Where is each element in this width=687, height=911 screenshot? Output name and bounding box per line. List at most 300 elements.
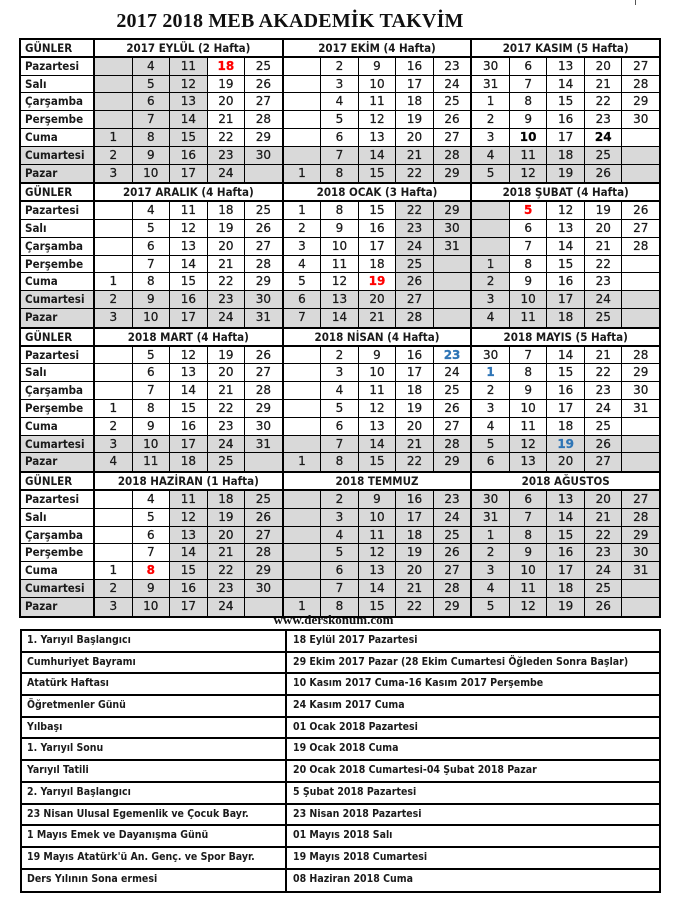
date-cell: 29: [633, 94, 649, 109]
date-cell: 4: [321, 527, 359, 544]
month-week-group: [284, 147, 473, 164]
date-cell: 11: [170, 491, 208, 508]
date-cell: 16: [170, 291, 208, 308]
weekday-label: Salı: [21, 76, 95, 93]
month-week-group: [284, 382, 473, 399]
date-cell: 9: [133, 580, 171, 597]
event-name: 1 Mayıs Emek ve Dayanışma Günü: [22, 826, 287, 846]
calendar-day-row: [21, 220, 659, 238]
date-cell: 10: [133, 598, 171, 616]
date-cell: 2: [472, 273, 510, 290]
month-week-group: [284, 309, 473, 327]
event-row: [22, 805, 659, 827]
month-week-group: [95, 111, 284, 128]
weekday-label: Perşembe: [21, 400, 95, 417]
date-cell: [622, 436, 659, 453]
calendar-day-row: [21, 111, 659, 129]
month-week-group: [472, 527, 659, 544]
date-cell: 3: [95, 309, 133, 327]
date-cell: 15: [170, 273, 208, 290]
date-cell: 9: [133, 291, 171, 308]
date-cell: 11: [133, 453, 171, 471]
month-title: 2018 NİSAN (4 Hafta): [284, 329, 473, 345]
date-cell: 24: [208, 309, 246, 327]
weekday-label: Cumartesi: [21, 147, 95, 164]
date-cell: 10: [510, 562, 548, 579]
weekday-label: Pazar: [21, 309, 95, 327]
date-cell: 7: [133, 111, 171, 128]
calendar-header-row: [21, 329, 659, 347]
date-cell: 21: [208, 382, 246, 399]
weekday-label: Salı: [21, 509, 95, 526]
date-cell: 15: [170, 562, 208, 579]
date-cell: 2: [284, 220, 322, 237]
date-cell: [622, 147, 659, 164]
weekday-label: Perşembe: [21, 544, 95, 561]
event-date: 08 Haziran 2018 Cuma: [293, 872, 413, 885]
date-cell: [284, 491, 322, 508]
date-cell: [622, 291, 659, 308]
month-week-group: [284, 453, 473, 471]
website-label: [0, 612, 687, 628]
date-cell: 3: [95, 598, 133, 616]
date-cell: 15: [359, 202, 397, 219]
date-cell: 16: [359, 220, 397, 237]
date-cell: 10: [359, 364, 397, 381]
month-week-group: [472, 418, 659, 435]
date-cell: 16: [396, 347, 434, 364]
date-cell: 11: [321, 256, 359, 273]
date-cell: 5: [321, 400, 359, 417]
date-cell: 31: [633, 400, 649, 415]
date-cell: 21: [208, 111, 246, 128]
month-week-group: [284, 111, 473, 128]
calendar-day-row: [21, 147, 659, 165]
date-cell: 10: [510, 129, 548, 146]
date-cell: 1: [284, 202, 322, 219]
month-week-group: [95, 129, 284, 146]
date-cell: 20: [208, 527, 246, 544]
date-cell: 1: [95, 562, 133, 579]
month-week-group: [472, 562, 659, 579]
month-week-group: [95, 364, 284, 381]
date-cell: 4: [321, 382, 359, 399]
weekday-label: Çarşamba: [21, 238, 95, 255]
date-cell: 9: [510, 273, 548, 290]
date-cell: 2: [472, 382, 510, 399]
month-week-group: [472, 220, 659, 237]
calendar-day-row: [21, 347, 659, 365]
weekday-label: Pazartesi: [21, 347, 95, 364]
date-cell: 24: [585, 562, 623, 579]
date-cell: 19: [547, 436, 585, 453]
date-cell: 15: [359, 453, 397, 471]
date-cell: 5: [510, 202, 548, 219]
date-cell: 17: [170, 309, 208, 327]
calendar-day-row: [21, 382, 659, 400]
month-week-group: [95, 93, 284, 110]
date-cell: 11: [170, 58, 208, 75]
date-cell: 22: [585, 256, 623, 273]
date-cell: 16: [170, 147, 208, 164]
date-cell: 18: [170, 453, 208, 471]
date-cell: 19: [359, 273, 397, 290]
date-cell: 31: [472, 509, 510, 526]
date-cell: 24: [208, 598, 246, 616]
date-cell: 8: [510, 364, 548, 381]
month-week-group: [95, 165, 284, 183]
event-row: [22, 826, 659, 848]
date-cell: 1: [472, 364, 510, 381]
event-date: 20 Ocak 2018 Cumartesi-04 Şubat 2018 Pazar: [293, 764, 537, 777]
date-cell: 6: [133, 93, 171, 110]
event-name: 23 Nisan Ulusal Egemenlik ve Çocuk Bayr.: [22, 805, 287, 825]
date-cell: 12: [510, 598, 548, 616]
date-cell: 27: [444, 418, 460, 433]
month-week-group: [472, 147, 659, 164]
date-cell: 24: [444, 365, 460, 380]
date-cell: 25: [585, 309, 623, 327]
date-cell: 20: [585, 491, 623, 508]
weekday-label: Pazartesi: [21, 202, 95, 219]
date-cell: 12: [359, 400, 397, 417]
date-cell: 18: [547, 418, 585, 435]
date-cell: 25: [585, 418, 623, 435]
date-cell: 15: [547, 256, 585, 273]
date-cell: 6: [133, 364, 171, 381]
calendar-day-row: [21, 256, 659, 274]
calendar-block: [21, 473, 659, 615]
date-cell: 25: [434, 527, 471, 544]
date-cell: 8: [510, 93, 548, 110]
website-text: www.derskonum.com: [273, 612, 394, 627]
date-cell: 31: [245, 436, 282, 453]
date-cell: 23: [585, 111, 623, 128]
month-week-group: [472, 309, 659, 327]
date-cell: [284, 562, 322, 579]
date-cell: 18: [396, 527, 434, 544]
month-week-group: [95, 436, 284, 453]
calendar-day-row: [21, 580, 659, 598]
date-cell: 21: [585, 76, 623, 93]
date-cell: [622, 418, 659, 435]
month-week-group: [284, 129, 473, 146]
month-title: 2018 MAYIS (5 Hafta): [503, 329, 628, 344]
date-cell: [622, 165, 659, 183]
date-cell: 24: [585, 129, 623, 146]
date-cell: 27: [255, 365, 272, 380]
date-cell: 5: [472, 165, 510, 183]
date-cell: 28: [255, 256, 272, 271]
date-cell: [622, 453, 659, 471]
calendar-day-row: [21, 436, 659, 454]
date-cell: 21: [396, 436, 434, 453]
date-cell: 18: [208, 202, 246, 219]
date-cell: 13: [170, 527, 208, 544]
date-cell: 2: [321, 58, 359, 75]
event-row: [22, 718, 659, 740]
date-cell: 29: [622, 527, 659, 544]
date-cell: 22: [396, 165, 434, 183]
date-cell: 21: [585, 238, 623, 255]
date-cell: 11: [359, 93, 397, 110]
date-cell: 22: [585, 93, 623, 110]
date-cell: 20: [208, 238, 246, 255]
date-cell: 8: [133, 400, 171, 417]
date-cell: 2: [472, 111, 510, 128]
date-cell: 7: [510, 509, 548, 526]
month-week-group: [95, 400, 284, 417]
date-cell: 3: [321, 76, 359, 93]
month-week-group: [284, 238, 473, 255]
date-cell: 18: [359, 256, 397, 273]
date-cell: 2: [95, 147, 133, 164]
date-cell: [95, 220, 133, 237]
month-week-group: [284, 418, 473, 435]
date-cell: [95, 509, 133, 526]
month-week-group: [95, 527, 284, 544]
date-cell: 29: [434, 165, 471, 183]
date-cell: 14: [359, 580, 397, 597]
date-cell: [284, 93, 322, 110]
calendar-day-row: [21, 165, 659, 183]
date-cell: 26: [633, 203, 649, 218]
date-cell: [284, 76, 322, 93]
date-cell: 23: [208, 580, 246, 597]
date-cell: 14: [547, 509, 585, 526]
date-cell: 9: [510, 111, 548, 128]
calendar-day-row: [21, 93, 659, 111]
month-week-group: [284, 58, 473, 75]
month-week-group: [472, 129, 659, 146]
date-cell: 24: [208, 165, 246, 183]
date-cell: 15: [170, 400, 208, 417]
month-title: 2018 MART (4 Hafta): [95, 329, 284, 345]
weekday-label: Cumartesi: [21, 436, 95, 453]
weekday-label: Çarşamba: [21, 382, 95, 399]
date-cell: 12: [170, 347, 208, 364]
date-cell: 20: [396, 562, 434, 579]
weekday-label: Pazar: [21, 598, 95, 616]
date-cell: 28: [396, 309, 434, 327]
month-week-group: [284, 93, 473, 110]
date-cell: 27: [434, 562, 471, 579]
date-cell: [622, 256, 659, 273]
date-cell: 22: [208, 273, 246, 290]
date-cell: 3: [284, 238, 322, 255]
date-cell: 15: [547, 364, 585, 381]
month-week-group: [472, 273, 659, 290]
date-cell: 6: [133, 238, 171, 255]
month-week-group: [472, 364, 659, 381]
event-name: Atatürk Haftası: [22, 674, 287, 694]
date-cell: 27: [396, 291, 434, 308]
date-cell: 28: [622, 509, 659, 526]
event-name: Ders Yılının Sona ermesi: [22, 870, 287, 892]
month-week-group: [95, 580, 284, 597]
weekday-label: Cuma: [21, 418, 95, 435]
calendar-block: [21, 40, 659, 184]
event-row: [22, 631, 659, 653]
calendar-day-row: [21, 400, 659, 418]
date-cell: 23: [585, 273, 623, 290]
month-week-group: [472, 165, 659, 183]
weekday-label: Perşembe: [21, 111, 95, 128]
date-cell: 20: [396, 418, 434, 435]
date-cell: 12: [547, 202, 585, 219]
date-cell: 10: [133, 309, 171, 327]
month-week-group: [95, 220, 284, 237]
date-cell: 30: [633, 383, 649, 398]
date-cell: 29: [434, 598, 471, 616]
month-week-group: [472, 580, 659, 597]
event-row: [22, 653, 659, 675]
weekday-label: Cumartesi: [21, 291, 95, 308]
date-cell: 22: [208, 400, 246, 417]
date-cell: 13: [359, 129, 397, 146]
month-week-group: [95, 382, 284, 399]
date-cell: 23: [434, 491, 471, 508]
weekday-label: Çarşamba: [21, 93, 95, 110]
date-cell: 19: [396, 544, 434, 561]
date-cell: 15: [547, 527, 585, 544]
date-cell: 30: [255, 418, 272, 433]
month-week-group: [95, 58, 284, 75]
date-cell: 29: [255, 400, 272, 415]
date-cell: 1: [284, 598, 322, 616]
date-cell: [284, 364, 322, 381]
date-cell: 22: [396, 202, 434, 219]
month-week-group: [284, 562, 473, 579]
date-cell: 15: [170, 129, 208, 146]
month-week-group: [95, 491, 284, 508]
weekday-label: Cuma: [21, 273, 95, 290]
month-week-group: [95, 544, 284, 561]
date-cell: 17: [547, 400, 585, 417]
date-cell: [95, 544, 133, 561]
weekday-label: Cuma: [21, 562, 95, 579]
date-cell: 13: [547, 220, 585, 237]
date-cell: 19: [208, 220, 246, 237]
date-cell: 13: [170, 238, 208, 255]
date-cell: 28: [633, 76, 649, 91]
date-cell: [284, 418, 322, 435]
date-cell: 11: [510, 309, 548, 327]
date-cell: 5: [472, 598, 510, 616]
date-cell: 29: [434, 202, 471, 219]
date-cell: 6: [472, 453, 510, 471]
calendar-day-row: [21, 527, 659, 545]
date-cell: [95, 491, 133, 508]
date-cell: 10: [321, 238, 359, 255]
date-cell: [434, 256, 471, 273]
date-cell: 11: [359, 382, 397, 399]
date-cell: 27: [633, 58, 649, 73]
date-cell: [95, 527, 133, 544]
calendar-block: [21, 184, 659, 328]
date-cell: 13: [359, 418, 397, 435]
calendar-day-row: [21, 76, 659, 94]
date-cell: 31: [472, 76, 510, 93]
month-week-group: [472, 238, 659, 255]
calendar-day-row: [21, 238, 659, 256]
date-cell: [95, 76, 133, 93]
date-cell: 24: [444, 76, 460, 91]
date-cell: 19: [585, 202, 623, 219]
month-title: 2017 KASIM (5 Hafta): [502, 41, 629, 55]
month-week-group: [95, 347, 284, 364]
date-cell: 22: [208, 562, 246, 579]
calendar-day-row: [21, 58, 659, 76]
date-cell: 30: [472, 347, 510, 364]
month-title: 2018 AĞUSTOS: [521, 474, 610, 489]
date-cell: 12: [321, 273, 359, 290]
calendar-day-row: [21, 453, 659, 471]
date-cell: 29: [633, 365, 649, 380]
weekday-label: Salı: [21, 364, 95, 381]
date-cell: 25: [585, 580, 623, 597]
date-cell: 28: [633, 347, 649, 362]
date-cell: [95, 238, 133, 255]
date-cell: [622, 309, 659, 327]
date-cell: 5: [133, 220, 171, 237]
date-cell: 3: [472, 400, 510, 417]
event-name: Yarıyıl Tatili: [22, 761, 287, 781]
date-cell: 22: [396, 598, 434, 616]
month-week-group: [472, 76, 659, 93]
month-week-group: [472, 436, 659, 453]
date-cell: 14: [359, 147, 397, 164]
date-cell: 19: [396, 111, 434, 128]
month-week-group: [284, 220, 473, 237]
date-cell: 29: [255, 129, 272, 144]
weekday-label: Pazar: [21, 453, 95, 471]
month-week-group: [284, 544, 473, 561]
date-cell: 1: [95, 129, 133, 146]
date-cell: 16: [396, 58, 434, 75]
date-cell: 14: [170, 544, 208, 561]
date-cell: 28: [255, 383, 272, 398]
calendar-day-row: [21, 418, 659, 436]
date-cell: 7: [510, 347, 548, 364]
date-cell: 13: [547, 491, 585, 508]
calendar-header-row: [21, 184, 659, 202]
date-cell: 5: [321, 111, 359, 128]
month-week-group: [284, 291, 473, 308]
date-cell: 20: [359, 291, 397, 308]
date-cell: 11: [510, 580, 548, 597]
date-cell: 17: [547, 291, 585, 308]
date-cell: 18: [396, 382, 434, 399]
date-cell: 16: [396, 491, 434, 508]
date-cell: [95, 93, 133, 110]
calendar-day-row: [21, 129, 659, 147]
calendar-day-row: [21, 509, 659, 527]
month-title: 2018 HAZİRAN (1 Hafta): [95, 473, 284, 489]
month-week-group: [284, 256, 473, 273]
date-cell: [95, 58, 133, 75]
date-cell: 30: [245, 580, 282, 597]
date-cell: 8: [133, 562, 171, 579]
date-cell: [95, 364, 133, 381]
calendar-day-row: [21, 273, 659, 291]
date-cell: 6: [321, 562, 359, 579]
month-week-group: [95, 76, 284, 93]
date-cell: 8: [510, 527, 548, 544]
date-cell: 14: [170, 111, 208, 128]
event-name: 1. Yarıyıl Başlangıcı: [22, 631, 287, 651]
date-cell: 4: [133, 58, 171, 75]
